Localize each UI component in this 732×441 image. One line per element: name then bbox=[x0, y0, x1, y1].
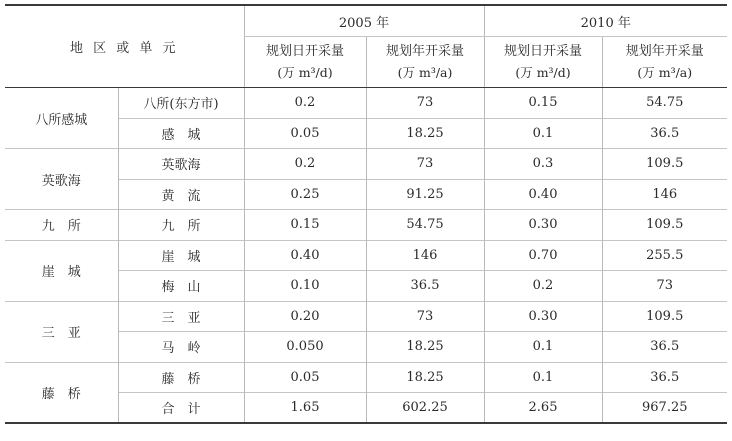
daily-2005-cell: 0.15 bbox=[244, 210, 366, 241]
daily-2010-cell: 0.15 bbox=[484, 88, 602, 119]
daily-2005-header bbox=[244, 37, 366, 88]
daily-2010-label: 规划日开采量 bbox=[503, 44, 582, 59]
annual-2005-header bbox=[366, 37, 484, 88]
year-2010-header: 2010 年 bbox=[484, 5, 727, 37]
unit-cell: 藤 桥 bbox=[118, 362, 244, 393]
annual-2005-cell: 36.5 bbox=[366, 271, 484, 302]
annual-2010-cell: 54.75 bbox=[602, 88, 727, 119]
unit-cell: 崖 城 bbox=[118, 240, 244, 271]
daily-2010-cell: 0.1 bbox=[484, 362, 602, 393]
table-row bbox=[5, 149, 727, 180]
annual-2010-cell: 109.5 bbox=[602, 210, 727, 241]
annual-2010-cell: 36.5 bbox=[602, 118, 727, 149]
annual-2005-cell: 54.75 bbox=[366, 210, 484, 241]
extraction-plan-table bbox=[5, 4, 727, 424]
annual-2010-header bbox=[602, 37, 727, 88]
table-row bbox=[5, 88, 727, 119]
annual-2010-cell: 146 bbox=[602, 179, 727, 210]
daily-2010-cell: 0.30 bbox=[484, 210, 602, 241]
table-row bbox=[5, 210, 727, 241]
annual-2010-cell: 255.5 bbox=[602, 240, 727, 271]
daily-2010-cell: 0.1 bbox=[484, 118, 602, 149]
region-cell: 英歌海 bbox=[5, 149, 118, 210]
unit-cell: 黄 流 bbox=[118, 179, 244, 210]
total-daily-2010-cell: 2.65 bbox=[484, 393, 602, 424]
annual-2005-label: 规划年开采量 bbox=[385, 44, 464, 59]
region-cell: 藤 桥 bbox=[5, 362, 118, 423]
annual-2005-cell: 73 bbox=[366, 149, 484, 180]
daily-2005-label: 规划日开采量 bbox=[265, 44, 344, 59]
total-label-cell: 合 计 bbox=[118, 393, 244, 424]
daily-2005-cell: 0.40 bbox=[244, 240, 366, 271]
total-annual-2010-cell: 967.25 bbox=[602, 393, 727, 424]
annual-2010-cell: 109.5 bbox=[602, 301, 727, 332]
unit-cell: 三 亚 bbox=[118, 301, 244, 332]
annual-2010-label: 规划年开采量 bbox=[625, 44, 704, 59]
daily-2010-cell: 0.70 bbox=[484, 240, 602, 271]
daily-2005-cell: 0.2 bbox=[244, 149, 366, 180]
annual-2005-cell: 18.25 bbox=[366, 362, 484, 393]
annual-2010-cell: 36.5 bbox=[602, 362, 727, 393]
table-row bbox=[5, 362, 727, 393]
annual-2005-cell: 146 bbox=[366, 240, 484, 271]
total-annual-2005-cell: 602.25 bbox=[366, 393, 484, 424]
table-row bbox=[5, 240, 727, 271]
total-daily-2005-cell: 1.65 bbox=[244, 393, 366, 424]
daily-2010-cell: 0.2 bbox=[484, 271, 602, 302]
daily-2010-unit: (万 m³/d) bbox=[515, 65, 571, 80]
annual-2005-cell: 18.25 bbox=[366, 332, 484, 363]
daily-2005-cell: 0.25 bbox=[244, 179, 366, 210]
area-header: 地 区 或 单 元 bbox=[5, 5, 244, 88]
unit-cell: 英歌海 bbox=[118, 149, 244, 180]
annual-2010-unit: (万 m³/a) bbox=[637, 65, 693, 80]
table-row bbox=[5, 301, 727, 332]
daily-2005-cell: 0.10 bbox=[244, 271, 366, 302]
annual-2005-cell: 18.25 bbox=[366, 118, 484, 149]
region-cell: 三 亚 bbox=[5, 301, 118, 362]
annual-2010-cell: 109.5 bbox=[602, 149, 727, 180]
annual-2010-cell: 36.5 bbox=[602, 332, 727, 363]
daily-2010-cell: 0.3 bbox=[484, 149, 602, 180]
unit-cell: 梅 山 bbox=[118, 271, 244, 302]
unit-cell: 八所(东方市) bbox=[118, 88, 244, 119]
annual-2010-cell: 73 bbox=[602, 271, 727, 302]
daily-2005-cell: 0.05 bbox=[244, 362, 366, 393]
daily-2010-cell: 0.1 bbox=[484, 332, 602, 363]
daily-2005-cell: 0.20 bbox=[244, 301, 366, 332]
unit-cell: 马 岭 bbox=[118, 332, 244, 363]
daily-2005-cell: 0.050 bbox=[244, 332, 366, 363]
annual-2005-cell: 91.25 bbox=[366, 179, 484, 210]
header-row-years bbox=[5, 5, 727, 37]
annual-2005-cell: 73 bbox=[366, 301, 484, 332]
daily-2005-cell: 0.2 bbox=[244, 88, 366, 119]
unit-cell: 感 城 bbox=[118, 118, 244, 149]
annual-2005-unit: (万 m³/a) bbox=[397, 65, 453, 80]
daily-2010-header bbox=[484, 37, 602, 88]
region-cell: 崖 城 bbox=[5, 240, 118, 301]
unit-cell: 九 所 bbox=[118, 210, 244, 241]
region-cell: 八所感城 bbox=[5, 88, 118, 149]
region-cell: 九 所 bbox=[5, 210, 118, 241]
daily-2005-cell: 0.05 bbox=[244, 118, 366, 149]
daily-2010-cell: 0.30 bbox=[484, 301, 602, 332]
year-2005-header: 2005 年 bbox=[244, 5, 484, 37]
annual-2005-cell: 73 bbox=[366, 88, 484, 119]
daily-2010-cell: 0.40 bbox=[484, 179, 602, 210]
daily-2005-unit: (万 m³/d) bbox=[277, 65, 333, 80]
